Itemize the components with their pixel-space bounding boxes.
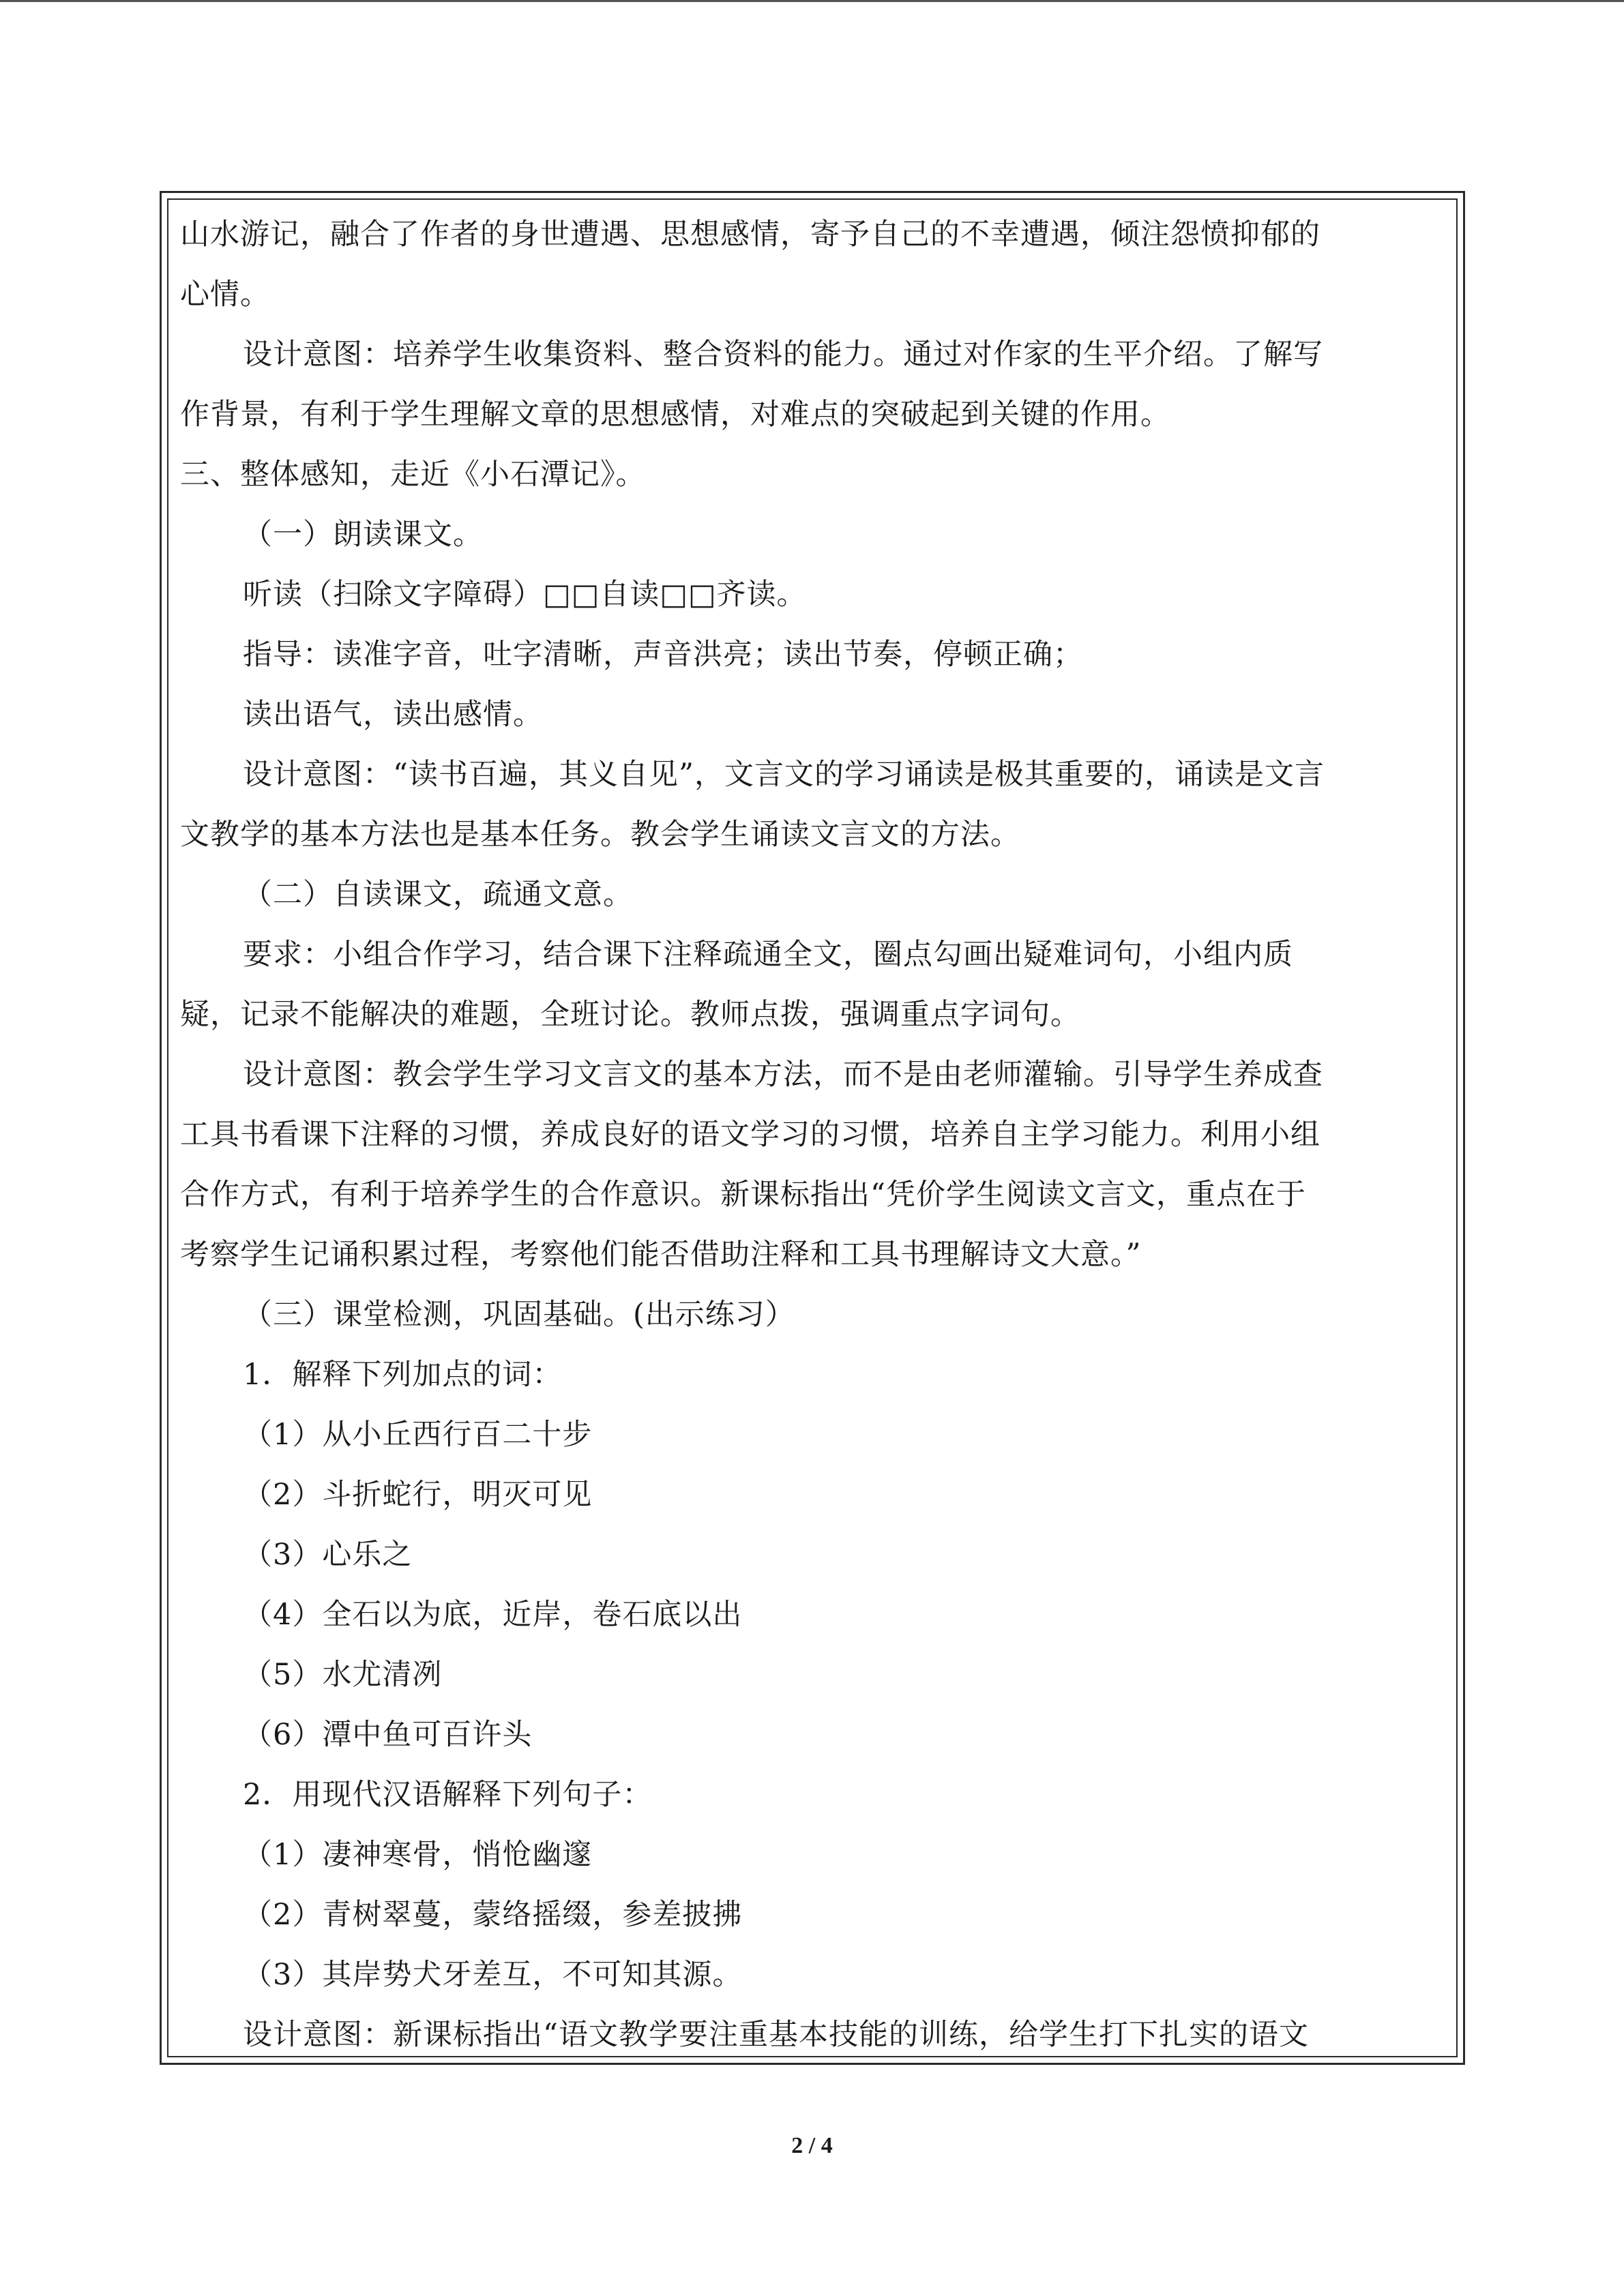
exercise-item: （4）全石以为底，近岸，卷石底以出 [243,1598,743,1632]
text-line: 文教学的基本方法也是基本任务。教会学生诵读文言文的方法。 [180,818,1020,852]
page-top-rule [0,0,1624,2]
exercise-item: （2）青树翠蔓，蒙络摇缀，参差披拂 [243,1898,743,1932]
text-line: 听读（扫除文字障碍）□□自读□□齐读。 [243,578,807,612]
text-line: 作背景，有利于学生理解文章的思想感情，对难点的突破起到关键的作用。 [180,398,1170,432]
text-line: （二）自读课文，疏通文意。 [243,878,633,912]
exercise-item: （3）心乐之 [243,1538,413,1572]
text-line: 设计意图：“读书百遍，其义自见”，文言文的学习诵读是极其重要的，诵读是文言 [243,758,1325,792]
text-line: 指导：读准字音，吐字清晰，声音洪亮；读出节奏，停顿正确； [243,638,1083,672]
exercise-heading: 1．解释下列加点的词： [243,1358,563,1392]
exercise-item: （5）水尤清冽 [243,1658,443,1692]
text-line: 设计意图：培养学生收集资料、整合资料的能力。通过对作家的生平介绍。了解写 [243,338,1323,372]
text-line: 设计意图：教会学生学习文言文的基本方法，而不是由老师灌输。引导学生养成查 [243,1058,1323,1092]
text-line: 工具书看课下注释的习惯，养成良好的语文学习的习惯，培养自主学习能力。利用小组 [180,1118,1320,1152]
text-line: 要求：小组合作学习，结合课下注释疏通全文，圈点勾画出疑难词句，小组内质 [243,938,1293,972]
exercise-item: （6）潭中鱼可百许头 [243,1718,533,1752]
section-heading: 三、整体感知，走近《小石潭记》。 [180,458,646,492]
text-line: （三）课堂检测，巩固基础。(出示练习） [243,1298,795,1332]
exercise-item: （1）凄神寒骨，悄怆幽邃 [243,1838,593,1872]
text-line: 设计意图：新课标指出“语文教学要注重基本技能的训练，给学生打下扎实的语文 [243,2018,1309,2052]
text-line: （一）朗读课文。 [243,518,483,552]
exercise-item: （2）斗折蛇行，明灭可见 [243,1478,593,1512]
exercise-item: （3）其岸势犬牙差互，不可知其源。 [243,1958,743,1992]
text-line: 考察学生记诵积累过程，考察他们能否借助注释和工具书理解诗文大意。” [180,1238,1142,1272]
text-line: 疑，记录不能解决的难题，全班讨论。教师点拨，强调重点字词句。 [180,998,1080,1032]
exercise-item: （1）从小丘西行百二十步 [243,1418,593,1452]
text-line: 心情。 [180,278,270,312]
text-line: 山水游记，融合了作者的身世遭遇、思想感情，寄予自己的不幸遭遇，倾注怨愤抑郁的 [180,218,1320,252]
text-line: 读出语气，读出感情。 [243,698,543,732]
text-line: 合作方式，有利于培养学生的合作意识。新课标指出“凭价学生阅读文言文，重点在于 [180,1178,1306,1212]
page-number: 2 / 4 [791,2133,833,2158]
exercise-heading: 2．用现代汉语解释下列句子： [243,1778,653,1812]
